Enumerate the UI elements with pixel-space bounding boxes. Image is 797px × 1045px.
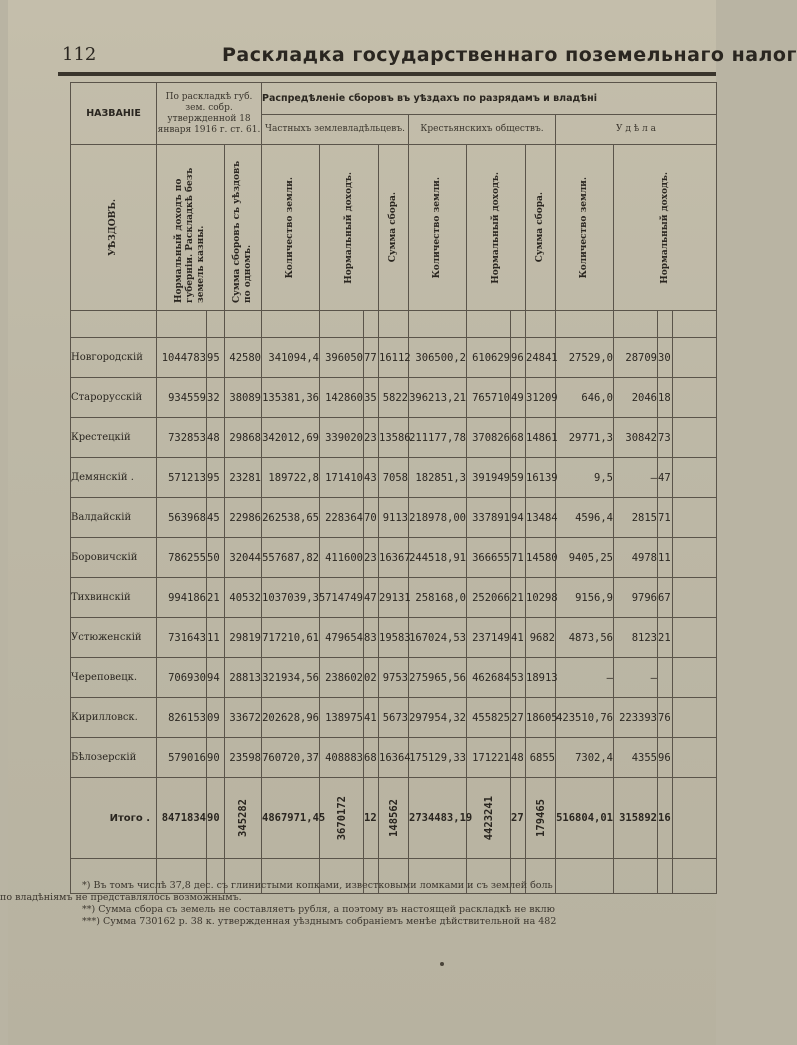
cell-k-qty: 244518,91 xyxy=(409,538,467,578)
cell-p-inc: 479654 xyxy=(320,618,364,658)
cell-u-inc-k: 18 xyxy=(658,378,673,418)
district-name: Кирилловск. xyxy=(71,698,157,738)
cell-k-inc: 765710 xyxy=(467,378,511,418)
cell-k-inc-k: 68 xyxy=(511,418,526,458)
cell-k-inc: 370826 xyxy=(467,418,511,458)
cell-k-inc-k: 71 xyxy=(511,538,526,578)
cell-k-sum: 24841 xyxy=(526,338,556,378)
udel-qty-label: Количество земли. xyxy=(579,176,589,279)
cell-nd-k: 50 xyxy=(207,538,225,578)
total-sum xyxy=(225,778,262,859)
cell-u-qty: 4596,4 xyxy=(556,498,614,538)
cell-u-qty: — xyxy=(556,658,614,698)
district-name: Череповецк. xyxy=(71,658,157,698)
cell-k-qty: 258168,0 xyxy=(409,578,467,618)
cell-p-sum: 5822 xyxy=(379,378,409,418)
district-name: Устюженскій xyxy=(71,618,157,658)
cell-k-inc: 237149 xyxy=(467,618,511,658)
peasant-sum-label: Сумма сбора. xyxy=(535,192,545,263)
total-p-inc xyxy=(320,778,364,859)
cell-nd-k: 45 xyxy=(207,498,225,538)
table-row xyxy=(71,618,717,658)
cell-nd-k: 32 xyxy=(207,378,225,418)
cell-sum: 29868 xyxy=(225,418,262,458)
footnotes xyxy=(0,880,708,928)
cell-p-inc-k: 41 xyxy=(364,698,379,738)
cell-nd: 994186 xyxy=(157,578,207,618)
cell-nd-k: 95 xyxy=(207,338,225,378)
cell-k-sum: 10298 xyxy=(526,578,556,618)
cell-p-inc-k: 47 xyxy=(364,578,379,618)
cell-p-qty: 321934,56 xyxy=(262,658,320,698)
raskladka-income-label: Нормальный доходъ по губерніи. Раскладкѣ безъ земель казны. xyxy=(174,167,206,303)
cell-nd: 1044783 xyxy=(157,338,207,378)
total-k-inc-value: 4423241 xyxy=(482,795,495,841)
cell-k-sum: 18605 xyxy=(526,698,556,738)
cell-empty xyxy=(673,458,717,498)
district-name: Новгородскій xyxy=(71,338,157,378)
cell-k-sum: 18913 xyxy=(526,658,556,698)
name-column-bottom xyxy=(71,145,157,311)
cell-sum: 38089 xyxy=(225,378,262,418)
cell-p-qty: 135381,36 xyxy=(262,378,320,418)
private-income-label: Нормальный доходъ. xyxy=(343,171,354,284)
cell-p-inc: 714749 xyxy=(320,578,364,618)
cell-sum: 28813 xyxy=(225,658,262,698)
cell-p-inc: 138975 xyxy=(320,698,364,738)
district-name: Демянскій . xyxy=(71,458,157,498)
total-sum-value: 345282 xyxy=(237,799,249,837)
cell-u-inc-k: 47 xyxy=(658,458,673,498)
cell-p-inc: 228364 xyxy=(320,498,364,538)
total-row xyxy=(71,778,717,859)
table-row xyxy=(71,578,717,618)
total-u-inc: 315892 xyxy=(614,778,658,859)
district-name: Крестецкій xyxy=(71,418,157,458)
peasant-sum-header xyxy=(526,145,556,311)
cell-k-inc-k: 59 xyxy=(511,458,526,498)
cell-u-inc-k xyxy=(658,658,673,698)
cell-p-inc: 396050 xyxy=(320,338,364,378)
cell-k-sum: 6855 xyxy=(526,738,556,778)
cell-nd-k: 95 xyxy=(207,458,225,498)
cell-k-sum: 9682 xyxy=(526,618,556,658)
footnote-2: **) Сумма сбора съ земель не составляетъ рубля, а поэтому въ настоящей раскладкѣ не вклю xyxy=(82,904,555,915)
table-row xyxy=(71,338,717,378)
cell-k-inc: 462684 xyxy=(467,658,511,698)
cell-k-inc-k: 27 xyxy=(511,698,526,738)
name-column-header xyxy=(71,83,157,145)
cell-nd-k: 09 xyxy=(207,698,225,738)
cell-k-qty: 297954,32 xyxy=(409,698,467,738)
distribution-header: Распредѣленіе сборовъ въ уѣздахъ по разрядамъ и владѣні xyxy=(262,83,717,115)
cell-u-inc-k: 71 xyxy=(658,498,673,538)
cell-nd: 732853 xyxy=(157,418,207,458)
table-row xyxy=(71,658,717,698)
raskladka-header: По раскладкѣ губ. зем. собр. утвержденной 18 января 1916 г. ст. 61. xyxy=(157,83,262,145)
peasant-qty-header xyxy=(409,145,467,311)
cell-u-inc-k: 73 xyxy=(658,418,673,458)
cell-p-inc: 411600 xyxy=(320,538,364,578)
total-k-qty: 2734483,19 xyxy=(409,778,467,859)
cell-k-sum: 31209 xyxy=(526,378,556,418)
cell-u-qty: 27529,0 xyxy=(556,338,614,378)
group-private-header: Частныхъ землевладѣльцевъ. xyxy=(262,115,409,145)
cell-p-inc-k: 83 xyxy=(364,618,379,658)
cell-p-inc-k: 68 xyxy=(364,738,379,778)
raskladka-sum-header xyxy=(225,145,262,311)
cell-p-inc-k: 77 xyxy=(364,338,379,378)
cell-sum: 29819 xyxy=(225,618,262,658)
cell-u-inc: — xyxy=(614,458,658,498)
cell-empty xyxy=(673,738,717,778)
peasant-qty-label: Количество земли. xyxy=(432,176,442,279)
cell-nd: 934559 xyxy=(157,378,207,418)
cell-empty xyxy=(673,618,717,658)
group-peasant-header: Крестьянскихъ обществъ. xyxy=(409,115,556,145)
cell-k-inc-k: 94 xyxy=(511,498,526,538)
cell-k-sum: 14861 xyxy=(526,418,556,458)
cell-k-qty: 396213,21 xyxy=(409,378,467,418)
total-k-sum-value: 179465 xyxy=(534,799,547,837)
cell-nd-k: 90 xyxy=(207,738,225,778)
group-udel-header: У д ѣ л а xyxy=(556,115,717,145)
cell-k-inc-k: 21 xyxy=(511,578,526,618)
cell-p-qty: 1037039,35 xyxy=(262,578,320,618)
cell-empty xyxy=(673,658,717,698)
page-header xyxy=(62,42,797,70)
cell-u-inc: 8123 xyxy=(614,618,658,658)
cell-u-inc: 30842 xyxy=(614,418,658,458)
cell-p-inc-k: 43 xyxy=(364,458,379,498)
cell-u-qty: 9156,9 xyxy=(556,578,614,618)
total-nd-k: 90 xyxy=(207,778,225,859)
cell-sum: 22986 xyxy=(225,498,262,538)
cell-k-qty: 175129,33 xyxy=(409,738,467,778)
district-name: Старорусскій xyxy=(71,378,157,418)
table-row xyxy=(71,418,717,458)
header-rule xyxy=(58,72,716,76)
private-income-header xyxy=(320,145,379,311)
cell-p-sum: 9113 xyxy=(379,498,409,538)
cell-p-inc: 238602 xyxy=(320,658,364,698)
cell-sum: 33672 xyxy=(225,698,262,738)
cell-p-sum: 29131 xyxy=(379,578,409,618)
cell-u-qty: 9,5 xyxy=(556,458,614,498)
cell-k-inc-k: 96 xyxy=(511,338,526,378)
cell-u-qty: 646,0 xyxy=(556,378,614,418)
page-title: Раскладка государственнаго поземельнаго налог xyxy=(222,44,797,66)
cell-p-inc-k: 70 xyxy=(364,498,379,538)
cell-k-inc: 366655 xyxy=(467,538,511,578)
cell-p-inc: 339020 xyxy=(320,418,364,458)
cell-u-inc-k: 30 xyxy=(658,338,673,378)
footnote-3: ***) Сумма 730162 р. 38 к. утвержденная уѣзднымъ собраніемъ менѣе дѣйствительной на 482 xyxy=(82,916,557,927)
cell-k-inc-k: 48 xyxy=(511,738,526,778)
cell-nd: 786255 xyxy=(157,538,207,578)
name-column-bottom-label: УѢЗДОВЪ. xyxy=(108,199,118,256)
table-row xyxy=(71,458,717,498)
district-name: Валдайскій xyxy=(71,498,157,538)
district-name: Бѣлозерскій xyxy=(71,738,157,778)
cell-u-inc-k: 67 xyxy=(658,578,673,618)
cell-sum: 23598 xyxy=(225,738,262,778)
total-p-inc-k: 12 xyxy=(364,778,379,859)
cell-u-inc-k: 11 xyxy=(658,538,673,578)
cell-nd-k: 94 xyxy=(207,658,225,698)
cell-k-inc: 455825 xyxy=(467,698,511,738)
cell-u-qty: 9405,25 xyxy=(556,538,614,578)
cell-u-inc-k: 76 xyxy=(658,698,673,738)
cell-nd: 571213 xyxy=(157,458,207,498)
cell-k-sum: 16139 xyxy=(526,458,556,498)
cell-k-inc-k: 53 xyxy=(511,658,526,698)
raskladka-income-header xyxy=(157,145,225,311)
cell-sum: 42580 xyxy=(225,338,262,378)
cell-p-sum: 16112 xyxy=(379,338,409,378)
cell-p-sum: 16364 xyxy=(379,738,409,778)
private-qty-label: Количество земли. xyxy=(285,176,295,279)
cell-p-sum: 16367 xyxy=(379,538,409,578)
total-p-sum xyxy=(379,778,409,859)
district-name: Боровичскій xyxy=(71,538,157,578)
peasant-income-label: Нормальный доходъ. xyxy=(490,171,501,284)
cell-k-sum: 14580 xyxy=(526,538,556,578)
private-qty-header xyxy=(262,145,320,311)
ink-dot xyxy=(440,962,444,966)
cell-u-qty: 29771,3 xyxy=(556,418,614,458)
cell-empty xyxy=(673,418,717,458)
cell-k-inc: 171221 xyxy=(467,738,511,778)
cell-k-qty: 211177,78 xyxy=(409,418,467,458)
cell-nd: 826153 xyxy=(157,698,207,738)
district-name: Тихвинскій xyxy=(71,578,157,618)
cell-empty xyxy=(673,578,717,618)
cell-u-inc: — xyxy=(614,658,658,698)
total-p-inc-value: 3670172 xyxy=(335,795,348,841)
private-sum-label: Сумма сбора. xyxy=(388,192,398,263)
cell-empty xyxy=(673,338,717,378)
cell-sum: 32044 xyxy=(225,538,262,578)
cell-p-inc-k: 23 xyxy=(364,538,379,578)
cell-u-qty: 4873,56 xyxy=(556,618,614,658)
cell-empty xyxy=(673,498,717,538)
cell-k-qty: 167024,53 xyxy=(409,618,467,658)
cell-k-inc: 391949 xyxy=(467,458,511,498)
cell-p-inc-k: 23 xyxy=(364,418,379,458)
peasant-income-header xyxy=(467,145,526,311)
tax-distribution-table xyxy=(70,82,717,894)
cell-p-qty: 262538,65 xyxy=(262,498,320,538)
footnote-1-cont: по владѣніямъ не представлялось возможнымъ. xyxy=(0,892,242,903)
udel-income-label: Нормальный доходъ. xyxy=(659,171,670,284)
cell-p-inc-k: 35 xyxy=(364,378,379,418)
cell-k-inc-k: 49 xyxy=(511,378,526,418)
cell-nd: 706930 xyxy=(157,658,207,698)
cell-k-inc: 252066 xyxy=(467,578,511,618)
udel-qty-header xyxy=(556,145,614,311)
cell-sum: 23281 xyxy=(225,458,262,498)
table-row xyxy=(71,738,717,778)
cell-p-qty: 717210,61 xyxy=(262,618,320,658)
table-row xyxy=(71,698,717,738)
cell-p-inc-k: 02 xyxy=(364,658,379,698)
cell-k-qty: 218978,00 xyxy=(409,498,467,538)
cell-u-qty: 7302,4 xyxy=(556,738,614,778)
total-u-inc-k: 16 xyxy=(658,778,673,859)
cell-p-sum: 13586 xyxy=(379,418,409,458)
cell-empty xyxy=(673,378,717,418)
cell-u-inc: 2046 xyxy=(614,378,658,418)
cell-p-qty: 557687,82 xyxy=(262,538,320,578)
total-label: Итого . xyxy=(71,778,157,859)
total-k-sum xyxy=(526,778,556,859)
cell-k-inc: 610629 xyxy=(467,338,511,378)
cell-empty xyxy=(673,538,717,578)
cell-p-sum: 5673 xyxy=(379,698,409,738)
cell-u-inc: 4978 xyxy=(614,538,658,578)
cell-nd-k: 48 xyxy=(207,418,225,458)
cell-u-inc: 28709 xyxy=(614,338,658,378)
cell-nd: 731643 xyxy=(157,618,207,658)
cell-u-inc: 4355 xyxy=(614,738,658,778)
name-column-top: НАЗВАНІЕ xyxy=(86,108,141,119)
cell-u-inc-k: 96 xyxy=(658,738,673,778)
cell-p-qty: 342012,69 xyxy=(262,418,320,458)
cell-p-qty: 341094,4 xyxy=(262,338,320,378)
total-p-sum-value: 148562 xyxy=(387,799,400,837)
cell-k-inc: 337891 xyxy=(467,498,511,538)
spacer-row xyxy=(71,311,717,338)
udel-income-header xyxy=(614,145,717,311)
page-number: 112 xyxy=(62,44,97,65)
table-row xyxy=(71,378,717,418)
cell-k-qty: 275965,56 xyxy=(409,658,467,698)
cell-p-qty: 189722,8 xyxy=(262,458,320,498)
total-u-qty: 516804,01 xyxy=(556,778,614,859)
cell-nd-k: 21 xyxy=(207,578,225,618)
cell-nd: 579016 xyxy=(157,738,207,778)
cell-k-qty: 182851,3 xyxy=(409,458,467,498)
total-p-qty: 4867971,45 xyxy=(262,778,320,859)
raskladka-sum-label: Сумма сборовъ съ уѣздовъ по одномъ. xyxy=(232,160,253,303)
cell-p-sum: 9753 xyxy=(379,658,409,698)
cell-p-inc: 171410 xyxy=(320,458,364,498)
cell-p-inc: 142860 xyxy=(320,378,364,418)
cell-p-sum: 7058 xyxy=(379,458,409,498)
cell-u-inc: 9796 xyxy=(614,578,658,618)
cell-k-qty: 306500,2 xyxy=(409,338,467,378)
cell-p-qty: 202628,96 xyxy=(262,698,320,738)
table-row xyxy=(71,538,717,578)
cell-sum: 40532 xyxy=(225,578,262,618)
cell-p-qty: 760720,37 xyxy=(262,738,320,778)
cell-p-sum: 19583 xyxy=(379,618,409,658)
cell-u-inc: 223393 xyxy=(614,698,658,738)
cell-nd-k: 11 xyxy=(207,618,225,658)
cell-p-inc: 408883 xyxy=(320,738,364,778)
cell-k-sum: 13484 xyxy=(526,498,556,538)
total-k-inc xyxy=(467,778,511,859)
footnote-1: *) Въ томъ числѣ 37,8 дес. съ глинистыми копками, известковыми ломками и съ землей боль xyxy=(82,880,553,891)
cell-u-qty: 423510,76 xyxy=(556,698,614,738)
cell-empty xyxy=(673,698,717,738)
cell-u-inc-k: 21 xyxy=(658,618,673,658)
total-k-inc-k: 27 xyxy=(511,778,526,859)
cell-nd: 563968 xyxy=(157,498,207,538)
cell-u-inc: 2815 xyxy=(614,498,658,538)
private-sum-header xyxy=(379,145,409,311)
total-nd: 8471834 xyxy=(157,778,207,859)
table-row xyxy=(71,498,717,538)
cell-k-inc-k: 41 xyxy=(511,618,526,658)
